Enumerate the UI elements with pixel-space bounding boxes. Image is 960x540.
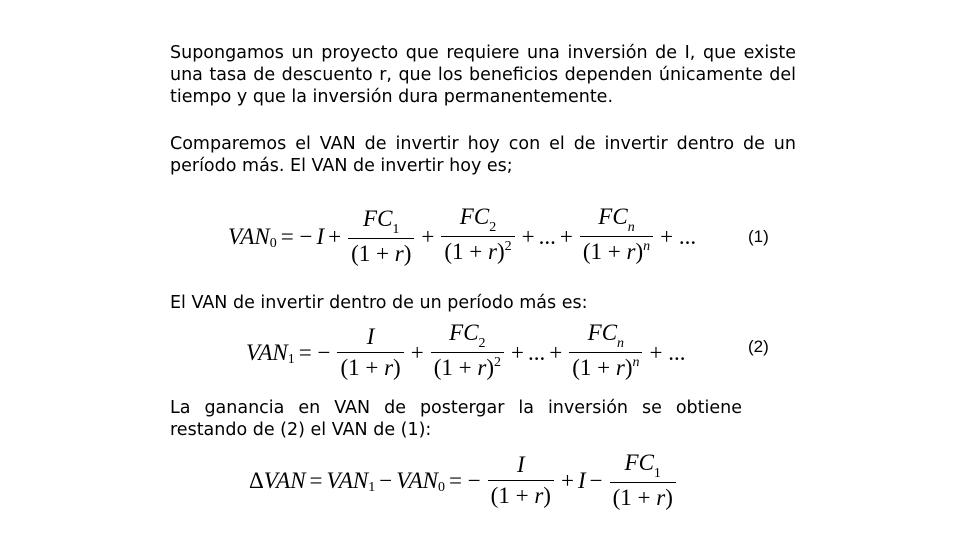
eq-subscript: n xyxy=(627,220,635,235)
paragraph-future-van xyxy=(170,292,796,314)
eq-term: I xyxy=(577,467,586,493)
eq-numerator: FC xyxy=(363,206,393,231)
eq-operator: + xyxy=(560,467,574,493)
eq-numerator: FC xyxy=(624,450,654,475)
eq-numerator: I xyxy=(366,324,375,349)
eq-fraction: $\frac{FC_2}{(1 + r)^2}$ xyxy=(431,320,504,385)
eq-subscript: 0 xyxy=(269,235,277,251)
eq-operator: − xyxy=(379,467,393,493)
text-line: La ganancia en VAN de postergar la inversión se obtiene xyxy=(170,398,742,418)
eq-den-r: r xyxy=(477,355,487,380)
eq-fraction: $\frac{I}{(1 + r)}$ xyxy=(337,324,403,381)
eq-operator: + xyxy=(510,339,524,365)
text-line: tiempo y que la inversión dura permanentemente. xyxy=(170,87,614,107)
eq-operator: = xyxy=(309,467,323,493)
eq-den-close: ) xyxy=(403,241,412,266)
eq-term: VAN xyxy=(326,467,369,493)
eq-den-open: (1 xyxy=(582,239,603,264)
text-line: Comparemos el VAN de invertir hoy con el de invertir dentro de un xyxy=(170,134,796,154)
text-line: restando de (2) el VAN de (1): xyxy=(170,420,432,440)
eq-delta: Δ xyxy=(249,467,264,493)
eq-lhs: VAN xyxy=(246,339,288,365)
eq-subscript: 1 xyxy=(653,466,661,481)
eq-fraction: $\frac{FC_n}{(1 + r)^n}$ xyxy=(569,320,642,385)
eq-den-r: r xyxy=(488,239,497,264)
eq-subscript: 0 xyxy=(437,479,445,495)
paragraph-gain xyxy=(170,397,742,441)
text-line: una tasa de descuento r, que los beneficios dependen únicamente del xyxy=(170,65,796,85)
eq-den-close: ) xyxy=(393,355,401,380)
eq-operator: + xyxy=(421,223,435,249)
eq-den-open: (1 xyxy=(612,485,632,510)
eq-den-open: (1 xyxy=(490,483,510,508)
eq-numerator: FC xyxy=(587,320,618,345)
eq-operator: = − xyxy=(448,467,481,493)
eq-operator: + xyxy=(559,223,573,249)
eq-den-r: r xyxy=(626,239,636,264)
eq-fraction: $\frac{I}{(1 + r)}$ xyxy=(488,452,554,509)
eq-operator: − xyxy=(589,467,603,493)
eq-lhs: VAN xyxy=(263,467,306,493)
eq-ellipsis: ... xyxy=(527,339,546,365)
equation-1 xyxy=(228,204,700,269)
eq-exponent: n xyxy=(643,239,651,254)
eq-subscript: n xyxy=(617,336,625,351)
equation-2 xyxy=(246,320,689,385)
eq-den-close: ) xyxy=(624,355,633,380)
eq-trailing: + ... xyxy=(649,339,686,365)
eq-den-open: (1 xyxy=(433,355,453,380)
eq-subscript: 2 xyxy=(489,220,497,235)
eq-den-r: r xyxy=(384,355,394,380)
eq-den-open: (1 xyxy=(340,355,360,380)
eq-den-r: r xyxy=(656,485,666,510)
eq-subscript: 1 xyxy=(392,222,400,237)
eq-den-close: ) xyxy=(486,355,494,380)
equation-number-1: (1) xyxy=(748,227,769,246)
eq-fraction: $\frac{FC_2}{(1 + r)^2}$ xyxy=(441,204,514,269)
eq-exponent: 2 xyxy=(493,355,501,370)
eq-numerator: FC xyxy=(449,320,479,345)
eq-term: I xyxy=(316,223,325,249)
eq-lhs: VAN xyxy=(228,223,270,249)
eq-operator: + xyxy=(328,223,342,249)
eq-fraction: $\frac{FC_1}{(1 + r)}$ xyxy=(348,206,414,267)
paragraph-intro xyxy=(170,42,796,108)
eq-den-open: (1 xyxy=(572,355,592,380)
eq-numerator: FC xyxy=(459,204,490,229)
eq-subscript: 1 xyxy=(287,351,295,367)
eq-operator: + xyxy=(521,223,535,249)
eq-trailing: + ... xyxy=(660,223,697,249)
eq-den-r: r xyxy=(534,483,544,508)
eq-den-close: ) xyxy=(635,239,644,264)
eq-den-open: (1 xyxy=(351,241,371,266)
eq-term: VAN xyxy=(396,467,438,493)
equation-number-2: (2) xyxy=(748,337,769,356)
paragraph-compare xyxy=(170,133,796,177)
eq-den-open: (1 xyxy=(444,239,464,264)
eq-fraction: $\frac{FC_n}{(1 + r)^n}$ xyxy=(580,204,653,269)
eq-operator: + xyxy=(549,339,563,365)
eq-den-close: ) xyxy=(543,483,551,508)
text-line: El VAN de invertir dentro de un período más es: xyxy=(170,293,588,313)
eq-numerator: FC xyxy=(598,204,628,229)
eq-den-close: ) xyxy=(496,239,505,264)
eq-operator: + xyxy=(410,339,424,365)
eq-operator: = − xyxy=(280,223,313,249)
text-line: Supongamos un proyecto que requiere una inversión de I, que existe xyxy=(170,43,796,63)
eq-operator: = − xyxy=(298,339,331,365)
eq-subscript: 2 xyxy=(478,336,486,351)
eq-fraction: $\frac{FC_1}{(1 + r)}$ xyxy=(610,450,676,511)
eq-numerator: I xyxy=(516,452,525,477)
eq-exponent: n xyxy=(632,355,640,370)
eq-den-close: ) xyxy=(665,485,673,510)
eq-exponent: 2 xyxy=(504,239,512,254)
eq-subscript: 1 xyxy=(368,479,376,495)
eq-den-r: r xyxy=(615,355,625,380)
equation-3 xyxy=(249,450,679,511)
eq-ellipsis: ... xyxy=(538,223,556,249)
text-line: período más. El VAN de invertir hoy es; xyxy=(170,156,513,176)
eq-den-r: r xyxy=(394,241,404,266)
